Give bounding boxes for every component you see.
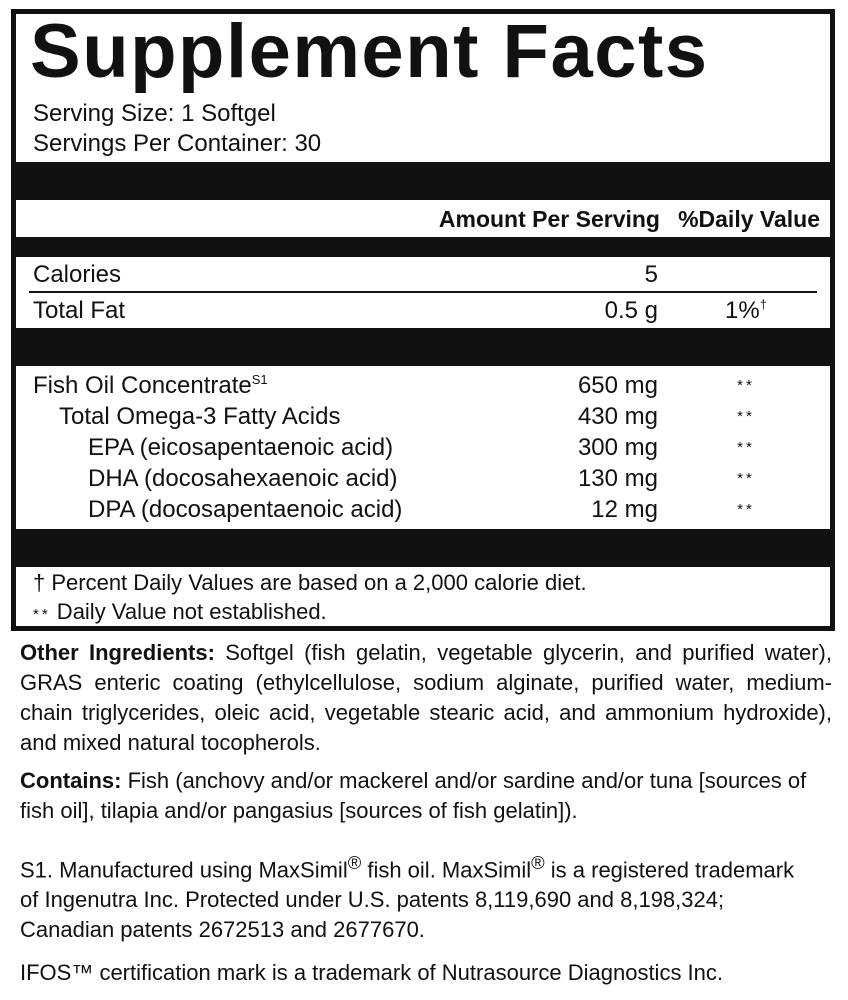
registered-mark: ® bbox=[531, 852, 545, 873]
contains-label: Contains: bbox=[20, 768, 122, 793]
nutrient-daily-value: ** bbox=[737, 377, 755, 394]
contains-text: Contains: Fish (anchovy and/or mackerel and/or sardine and/or tuna [sources of fish oil], tilapia and/or pangasius [sources of fish gelatin]). bbox=[20, 768, 807, 823]
dagger-mark: † bbox=[759, 297, 767, 312]
thick-divider-bar bbox=[16, 162, 830, 200]
nutrient-daily-value: 1%† bbox=[725, 297, 767, 324]
nutrient-amount: 5 bbox=[644, 261, 658, 288]
ifos-trademark-note: IFOS™ certification mark is a trademark of Nutrasource Diagnostics Inc. bbox=[20, 960, 724, 985]
nutrient-row-calories bbox=[16, 259, 830, 290]
nutrient-name: DPA (docosapentaenoic acid) bbox=[88, 496, 403, 523]
nutrient-row-dha bbox=[16, 463, 830, 494]
nutrient-amount: 12 mg bbox=[591, 496, 658, 523]
nutrient-name: DHA (docosahexaenoic acid) bbox=[88, 465, 398, 492]
double-asterisk-mark: ** bbox=[33, 606, 51, 623]
nutrient-row-epa bbox=[16, 432, 830, 463]
nutrient-name: Fish Oil Concentrate$^{S1}$ bbox=[33, 372, 268, 399]
thick-divider-bar bbox=[16, 328, 830, 366]
nutrient-name: Total Fat bbox=[33, 297, 126, 324]
nutrient-name: Calories bbox=[33, 261, 122, 288]
superscript-s1: S1 bbox=[251, 372, 268, 387]
nutrient-row-dpa bbox=[16, 494, 830, 525]
nutrient-row-omega-3 bbox=[16, 401, 830, 432]
serving-size: Serving Size: 1 Softgel bbox=[33, 100, 276, 127]
nutrient-row-total-fat bbox=[16, 295, 830, 326]
nutrient-name: EPA (eicosapentaenoic acid) bbox=[88, 434, 394, 461]
nutrient-daily-value: ** bbox=[737, 408, 755, 425]
servings-per-container: Servings Per Container: 30 bbox=[33, 130, 322, 157]
nutrient-row-fish-oil bbox=[16, 370, 830, 401]
s1-footnote: S1. Manufactured using MaxSimil® fish oil. MaxSimil® is a registered trademark of Ingenutra Inc. Protected under U.S. patents 8,119,690 and 8,198,324; Canadian patents 2672513 and 2677670. bbox=[20, 852, 795, 943]
registered-mark: ® bbox=[347, 852, 362, 873]
nutrient-amount: 0.5 g bbox=[604, 297, 658, 324]
panel-title: Supplement Facts bbox=[30, 9, 709, 94]
nutrient-name: Total Omega-3 Fatty Acids bbox=[59, 403, 341, 430]
nutrient-amount: 430 mg bbox=[577, 403, 658, 430]
footnote-daily-values: † Percent Daily Values are based on a 2,000 calorie diet. bbox=[33, 570, 587, 595]
footnote-not-established: ** Daily Value not established. bbox=[33, 599, 327, 624]
nutrient-daily-value: ** bbox=[737, 470, 755, 487]
other-ingredients-text: Other Ingredients: Softgel (fish gelatin, vegetable glycerin, and purified water), GRAS enteric coating (ethylcellulose, sodium alginate, purified water, medium-chain triglycerides, oleic acid, vegetable stearic acid, and ammonium hydroxide), and mixed natural tocopherols. bbox=[20, 640, 832, 755]
nutrient-amount: 650 mg bbox=[577, 372, 658, 399]
thick-divider-bar bbox=[16, 529, 830, 567]
nutrient-daily-value: ** bbox=[737, 439, 755, 456]
supplement-facts-panel bbox=[11, 9, 835, 631]
header-amount-per-serving: Amount Per Serving bbox=[438, 206, 660, 232]
header-daily-value: %Daily Value bbox=[678, 206, 820, 232]
nutrient-amount: 300 mg bbox=[577, 434, 658, 461]
medium-divider-bar bbox=[16, 237, 830, 257]
row-divider bbox=[29, 291, 817, 293]
nutrient-amount: 130 mg bbox=[577, 465, 658, 492]
nutrient-daily-value: ** bbox=[737, 501, 755, 518]
other-ingredients-label: Other Ingredients: bbox=[20, 640, 215, 665]
